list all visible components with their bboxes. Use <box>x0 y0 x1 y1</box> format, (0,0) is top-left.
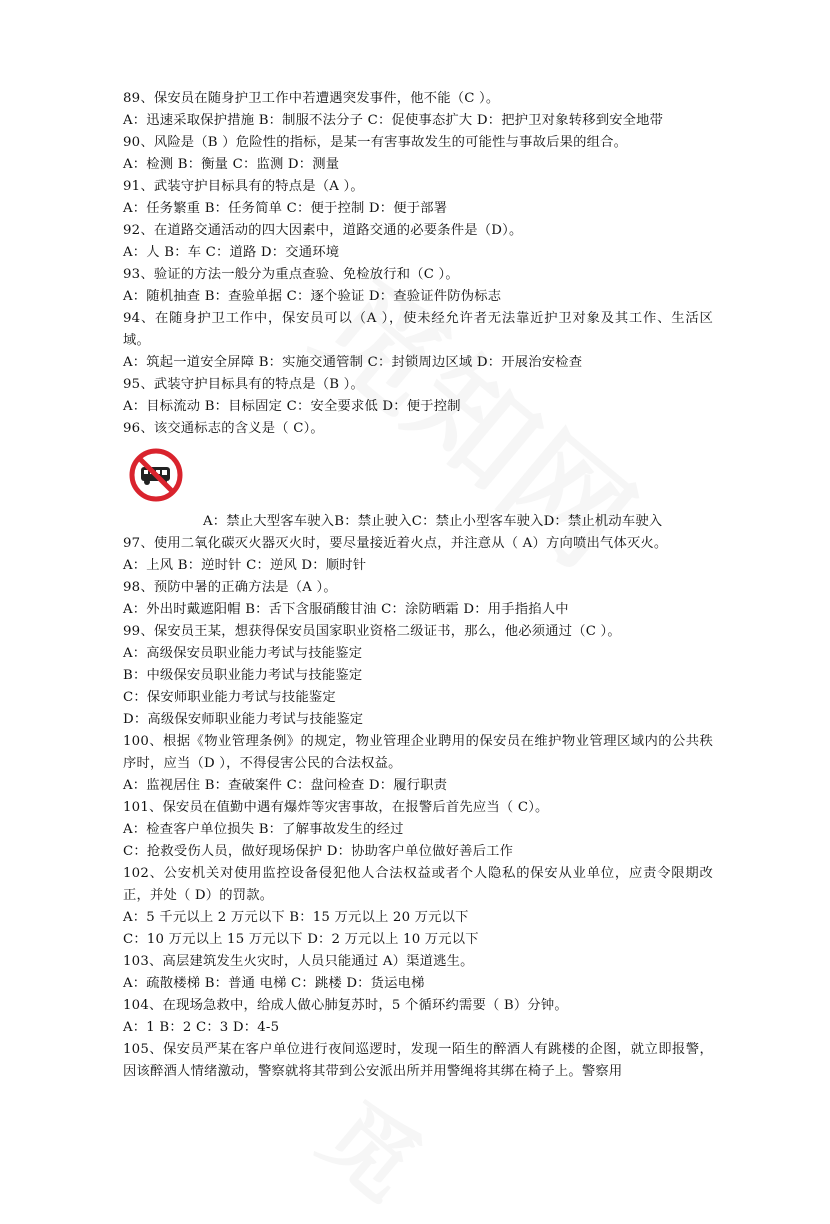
text-line: B：中级保安员职业能力考试与技能鉴定 <box>123 668 363 683</box>
text-line: A：高级保安员职业能力考试与技能鉴定 <box>123 646 363 661</box>
text-line: A：5 千元以上 2 万元以下 B：15 万元以上 20 万元以下 <box>123 910 469 925</box>
question-block-89-93 <box>123 88 713 308</box>
text-line: A：检测 B：衡量 C：监测 D：测量 <box>123 157 340 172</box>
text-line: 92、在道路交通活动的四大因素中，道路交通的必要条件是（D）。 <box>123 223 523 238</box>
question-96-options: A：禁止大型客车驶入B：禁止驶入C：禁止小型客车驶入D：禁止机动车驶入 <box>203 514 663 529</box>
question-94: 94、在随身护卫工作中，保安员可以（A ），使未经允许者无法靠近护卫对象及其工作、生活区域。 <box>123 311 713 348</box>
no-bus-sign-icon <box>129 448 183 502</box>
question-block-97-99 <box>123 533 713 731</box>
text-line: A：检查客户单位损失 B：了解事故发生的经过 <box>123 822 404 837</box>
text-line: C：10 万元以上 15 万元以下 D：2 万元以上 10 万元以下 <box>123 932 479 947</box>
question-105: 105、保安员严某在客户单位进行夜间巡逻时，发现一陌生的醉酒人有跳楼的企图，就立即报警，因该醉酒人情绪激动，警察就将其带到公安派出所并用警绳将其绑在椅子上。警察用 <box>123 1042 713 1079</box>
text-line: A：筑起一道安全屏障 B：实施交通管制 C：封锁周边区域 D：开展治安检查 <box>123 355 583 370</box>
text-line: 95、武装守护目标具有的特点是（B ）。 <box>123 377 365 392</box>
question-100: 100、根据《物业管理条例》的规定，物业管理企业聘用的保安员在维护物业管理区域内的公共秩序时，应当（D ），不得侵害公民的合法权益。 <box>123 734 713 771</box>
text-line: 91、武装守护目标具有的特点是（A ）。 <box>123 179 364 194</box>
text-line: 90、风险是（B ）危险性的指标，是某一有害事故发生的可能性与事故后果的组合。 <box>123 135 628 150</box>
traffic-sign-row <box>123 448 713 511</box>
text-line: 103、高层建筑发生火灾时，人员只能通过 A）渠道逃生。 <box>123 954 474 969</box>
text-line: 96、该交通标志的含义是（ C）。 <box>123 421 324 436</box>
text-line: A：随机抽查 B：查验单据 C：逐个验证 D：查验证件防伪标志 <box>123 289 502 304</box>
text-line: A：监视居住 B：查破案件 C：盘问检查 D：履行职责 <box>123 778 448 793</box>
text-line: 99、保安员王某，想获得保安员国家职业资格二级证书，那么，他必须通过（C ）。 <box>123 624 621 639</box>
text-line: 104、在现场急救中，给成人做心肺复苏时，5 个循环约需要（ B）分钟。 <box>123 998 568 1013</box>
question-block-100-101 <box>123 775 713 863</box>
watermark-bottom <box>299 1066 452 1223</box>
text-line: A：疏散楼梯 B：普通 电梯 C：跳楼 D：货运电梯 <box>123 976 425 991</box>
text-line: A：任务繁重 B：任务简单 C：便于控制 D：便于部署 <box>123 201 448 216</box>
text-line: A：目标流动 B：目标固定 C：安全要求低 D：便于控制 <box>123 399 461 414</box>
text-line: 97、使用二氧化碳灭火器灭火时，要尽量接近着火点，并注意从（ A）方向喷出气体灭火。 <box>123 536 668 551</box>
document-page <box>123 88 713 1083</box>
text-line: 93、验证的方法一般分为重点查验、免检放行和（C ）。 <box>123 267 459 282</box>
question-102: 102、公安机关对使用监控设备侵犯他人合法权益或者个人隐私的保安从业单位，应责令限期改正，并处（ D）的罚款。 <box>123 866 713 903</box>
text-line: A：上风 B：逆时针 C：逆风 D：顺时针 <box>123 558 367 573</box>
question-block-102-104 <box>123 907 713 1039</box>
text-line: 101、保安员在值勤中遇有爆炸等灾害事故，在报警后首先应当（ C）。 <box>123 800 549 815</box>
question-block-94-96 <box>123 352 713 440</box>
text-line: A：1 B：2 C：3 D：4-5 <box>123 1020 280 1035</box>
text-line: 89、保安员在随身护卫工作中若遭遇突发事件，他不能（C ）。 <box>123 91 500 106</box>
text-line: 98、预防中暑的正确方法是（A ）。 <box>123 580 337 595</box>
text-line: D：高级保安师职业能力考试与技能鉴定 <box>123 712 364 727</box>
text-line: A：迅速采取保护措施 B：制服不法分子 C：促使事态扩大 D：把护卫对象转移到安全地带 <box>123 113 664 128</box>
text-line: C：抢救受伤人员，做好现场保护 D：协助客户单位做好善后工作 <box>123 844 514 859</box>
text-line: A：外出时戴遮阳帽 B：舌下含服硝酸甘油 C：涂防晒霜 D：用手指掐人中 <box>123 602 569 617</box>
text-line: A：人 B：车 C：道路 D：交通环境 <box>123 245 340 260</box>
text-line: C：保安师职业能力考试与技能鉴定 <box>123 690 336 705</box>
